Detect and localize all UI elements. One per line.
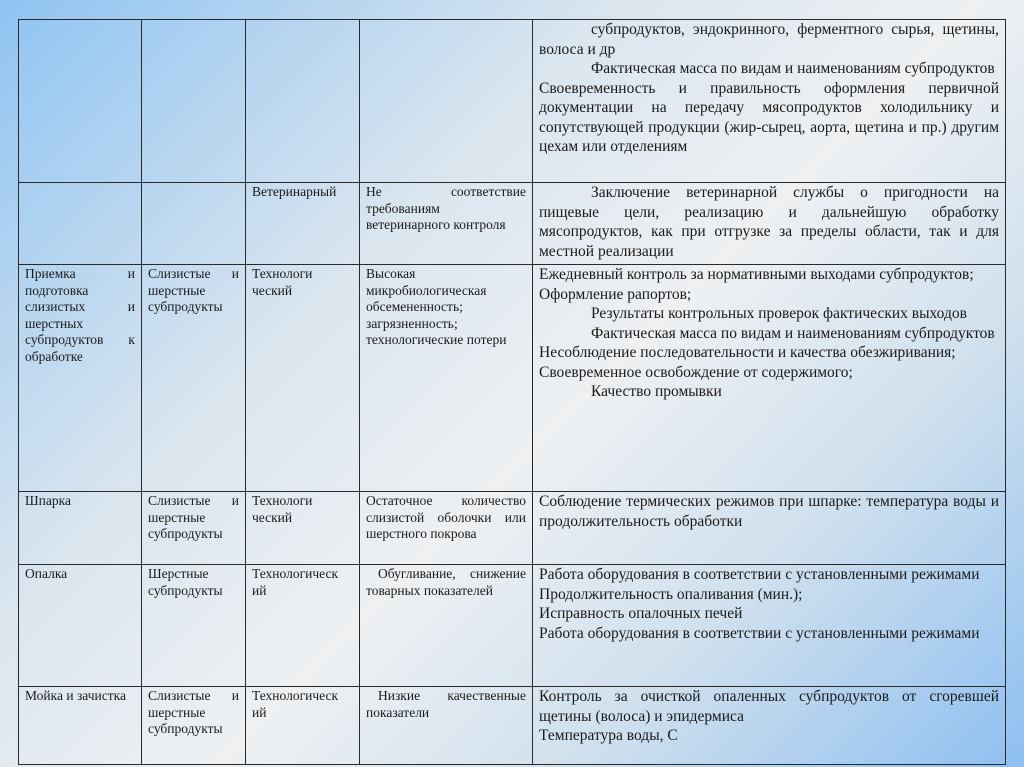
- measure-text: Своевременность и правильность оформления первичной документации на передачу мясопродуктов холодильнику и сопутствующей продукции (жир-сырец, аорта, щетина и пр.) другим цехам или отделениям: [539, 79, 999, 155]
- table-row: [19, 687, 1006, 765]
- measure-text: Заключение ветеринарной службы о пригодности на пищевые цели, реализацию и дальнейшую обработку мясопродуктов, как при отгрузке за пределы области, так и для местной реализации: [539, 184, 999, 260]
- risk-cell: Обугливание, снижение товарных показателей: [360, 565, 533, 687]
- raw-material-cell: Слизистые и шерстные субпродукты: [142, 492, 246, 565]
- measures-cell: [533, 565, 1006, 687]
- control-type-cell: Технологи ческий: [246, 492, 360, 565]
- control-type-cell: Технологическ ий: [246, 565, 360, 687]
- measure-text: Ежедневный контроль за нормативными выходами субпродуктов;: [539, 266, 974, 283]
- table-row: [19, 20, 1006, 183]
- measure-text: Продолжительность опаливания (мин.);: [539, 585, 803, 603]
- measure-text: Соблюдение термических режимов при шпарке: температура воды и продолжительность обработки: [539, 493, 999, 530]
- risk-cell: Остаточное количество слизистой оболочки или шерстного покрова: [360, 492, 533, 565]
- measure-text: Работа оборудования в соответствии с установленными режимами: [539, 566, 980, 583]
- stage-cell: [19, 20, 142, 183]
- measure-text: Температура воды, С: [539, 727, 678, 744]
- measure-text: Оформление рапортов;: [539, 285, 692, 303]
- stage-cell: Мойка и зачистка: [19, 687, 142, 765]
- measure-text: Качество промывки: [591, 383, 722, 400]
- control-type-cell: Ветеринарный: [246, 183, 360, 265]
- measure-text: Контроль за очисткой опаленных субпродуктов от сгоревшей щетины (волоса) и эпидермиса: [539, 688, 999, 725]
- measures-cell: [533, 20, 1006, 183]
- control-type-cell: [246, 20, 360, 183]
- measure-text: Результаты контрольных проверок фактических выходов: [591, 305, 967, 322]
- stage-cell: Приемка и подготовка слизистых и шерстных субпродуктов к обработке: [19, 265, 142, 492]
- risk-cell: [360, 20, 533, 183]
- risk-cell: Высокая микробиологическая обсемененность; загрязненность; технологические потери: [360, 265, 533, 492]
- measure-text: Несоблюдение последовательности и качества обезжиривания;: [539, 344, 956, 361]
- raw-material-cell: [142, 20, 246, 183]
- measures-cell: [533, 265, 1006, 492]
- measure-text: Фактическая масса по видам и наименованиям субпродуктов: [591, 60, 995, 77]
- measures-cell: [533, 687, 1006, 765]
- raw-material-cell: Слизистые и шерстные субпродукты: [142, 687, 246, 765]
- control-type-cell: Технологическ ий: [246, 687, 360, 765]
- table-row: [19, 183, 1006, 265]
- stage-cell: Шпарка: [19, 492, 142, 565]
- stage-cell: Опалка: [19, 565, 142, 687]
- table-row: [19, 492, 1006, 565]
- raw-material-cell: [142, 183, 246, 265]
- measures-cell: [533, 183, 1006, 265]
- raw-material-cell: Шерстные субпродукты: [142, 565, 246, 687]
- table-row: [19, 565, 1006, 687]
- measure-text: субпродуктов, эндокринного, ферментного сырья, щетины, волоса и др: [539, 21, 999, 58]
- risk-cell: Низкие качественные показатели: [360, 687, 533, 765]
- raw-material-cell: Слизистые и шерстные субпродукты: [142, 265, 246, 492]
- stage-cell: [19, 183, 142, 265]
- control-type-cell: Технологи ческий: [246, 265, 360, 492]
- measures-cell: [533, 492, 1006, 565]
- measure-text: Работа оборудования в соответствии с установленными режимами: [539, 624, 980, 642]
- measure-text: Своевременное освобождение от содержимого;: [539, 363, 853, 381]
- table-row: [19, 265, 1006, 492]
- control-table: [18, 19, 1006, 765]
- risk-cell: Не соответствие требованиям ветеринарного контроля: [360, 183, 533, 265]
- measure-text: Исправность опалочных печей: [539, 605, 743, 622]
- measure-text: Фактическая масса по видам и наименованиям субпродуктов: [591, 324, 995, 342]
